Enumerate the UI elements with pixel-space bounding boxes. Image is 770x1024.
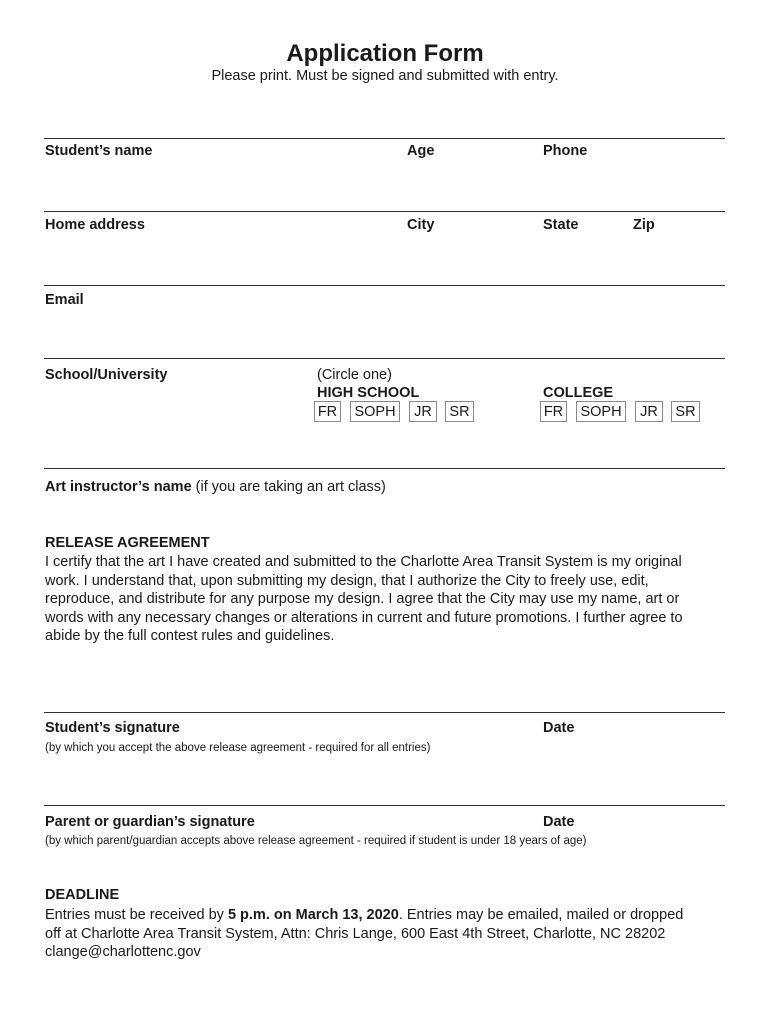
signature-line-student[interactable]	[44, 712, 725, 713]
deadline-line: off at Charlotte Area Transit System, Attn: Chris Lange, 600 East 4th Street, Charlotte, NC 28202	[45, 925, 666, 942]
city-label: City	[407, 217, 435, 233]
student-name-label: Student’s name	[45, 143, 153, 159]
student-signature-label: Student’s signature	[45, 720, 180, 736]
hs-grade-fr[interactable]: FR	[314, 401, 341, 422]
art-instructor-note: (if you are taking an art class)	[191, 479, 386, 495]
art-instructor-label	[45, 479, 386, 495]
age-label: Age	[407, 143, 435, 159]
page-subtitle: Please print. Must be signed and submitted with entry.	[211, 68, 559, 84]
parent-signature-note: (by which parent/guardian accepts above release agreement - required if student is under 18 years of age)	[45, 835, 587, 847]
college-heading: COLLEGE	[543, 385, 614, 401]
release-line: work. I understand that, upon submitting my design, that I authorize the City to freely use, edit,	[45, 572, 649, 589]
deadline-time: 5 p.m. on March 13, 2020	[227, 907, 399, 923]
page-title: Application Form	[286, 40, 484, 67]
deadline-line	[45, 906, 725, 925]
release-line: words with any necessary changes or alterations in current and future promotions. I further agree to	[45, 609, 683, 626]
parent-date-label: Date	[543, 814, 575, 830]
release-line: I certify that the art I have created and submitted to the Charlotte Area Transit System is my original	[45, 554, 682, 570]
release-body	[45, 553, 725, 646]
field-line-school[interactable]	[44, 358, 725, 359]
hs-grade-jr[interactable]: JR	[409, 401, 437, 422]
college-grade-sr[interactable]: SR	[671, 401, 700, 422]
deadline-heading: DEADLINE	[45, 887, 120, 903]
deadline-email[interactable]: clange@charlottenc.gov	[45, 944, 201, 961]
release-heading: RELEASE AGREEMENT	[45, 535, 210, 551]
phone-label: Phone	[543, 143, 588, 159]
art-instructor-label-bold: Art instructor’s name	[45, 479, 192, 495]
student-signature-note: (by which you accept the above release agreement - required for all entries)	[45, 742, 431, 754]
zip-label: Zip	[633, 217, 655, 233]
field-line-student-name[interactable]	[44, 138, 725, 139]
college-grade-fr[interactable]: FR	[540, 401, 567, 422]
college-grade-soph[interactable]: SOPH	[576, 401, 626, 422]
hs-grade-soph[interactable]: SOPH	[350, 401, 400, 422]
home-address-label: Home address	[45, 217, 145, 233]
field-line-art-instructor[interactable]	[44, 468, 725, 469]
signature-line-parent[interactable]	[44, 805, 725, 806]
release-line: abide by the full contest rules and guidelines.	[45, 628, 335, 645]
email-label: Email	[45, 292, 84, 308]
school-label: School/University	[45, 367, 168, 383]
release-line: reproduce, and distribute for any purpose my design. I agree that the City may use my name, art or	[45, 591, 680, 608]
deadline-suffix: . Entries may be emailed, mailed or dropped	[398, 907, 684, 923]
field-line-home-address[interactable]	[44, 211, 725, 212]
parent-signature-label: Parent or guardian’s signature	[45, 814, 255, 830]
circle-one-note: (Circle one)	[317, 367, 392, 383]
college-grade-jr[interactable]: JR	[635, 401, 663, 422]
state-label: State	[543, 217, 579, 233]
field-line-email[interactable]	[44, 285, 725, 286]
deadline-prefix: Entries must be received by	[45, 907, 228, 923]
hs-grade-sr[interactable]: SR	[445, 401, 474, 422]
student-date-label: Date	[543, 720, 575, 736]
high-school-heading: HIGH SCHOOL	[317, 385, 420, 401]
deadline-body	[45, 906, 725, 962]
